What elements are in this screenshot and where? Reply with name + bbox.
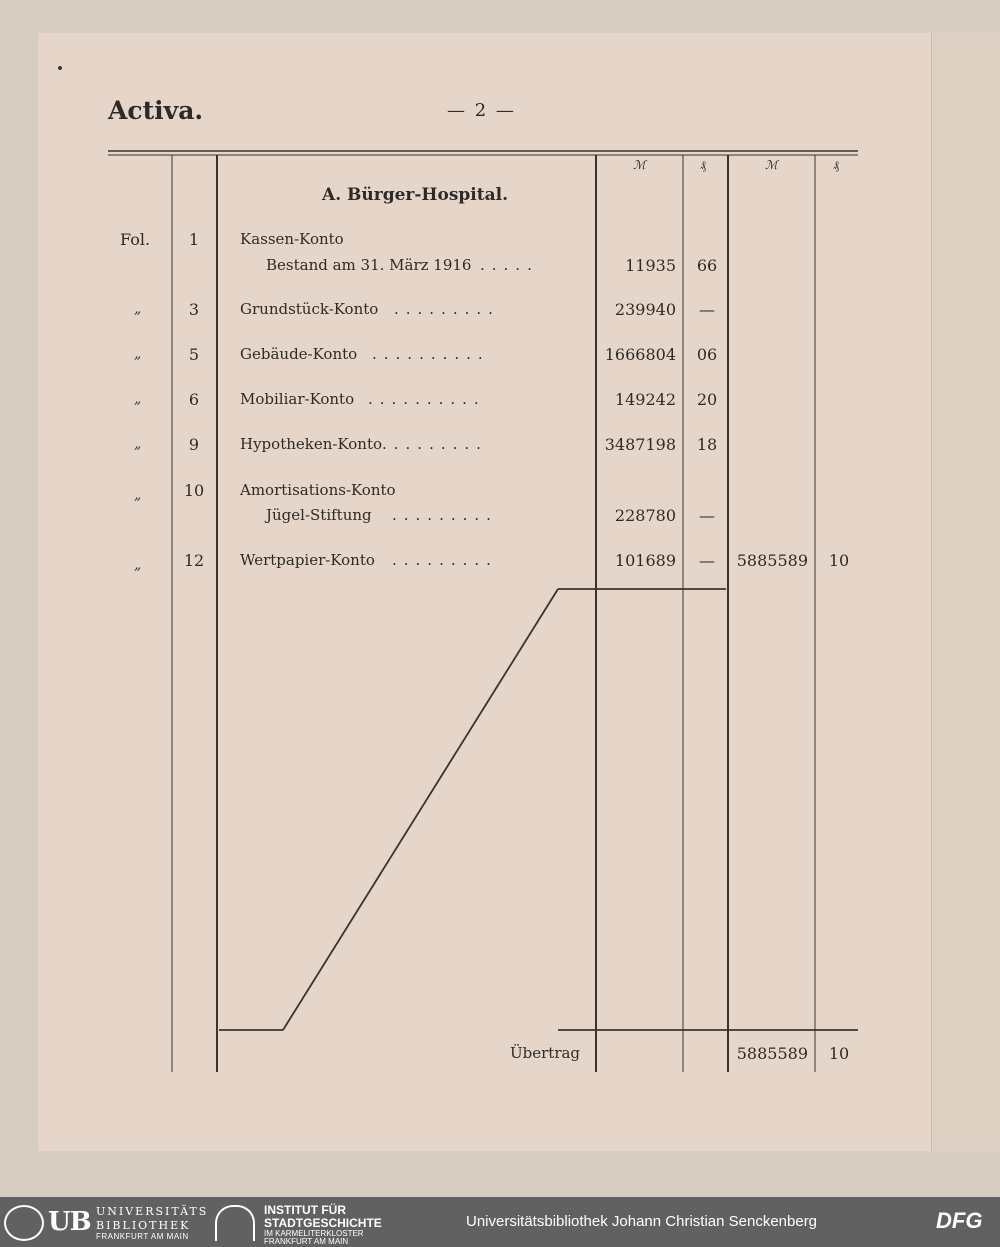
account-sublabel: Bestand am 31. März 1916 [266,256,472,274]
pfennig-cell: — [699,551,715,570]
total-pfennig-column-head: ₰ [833,158,839,172]
ub-logo-line1: UNIVERSITÄTS [96,1205,209,1218]
isg-line3: IM KARMELITERKLOSTER [264,1229,364,1238]
isg-arches-icon [215,1205,255,1241]
total-pfennig-cell: 10 [828,551,850,570]
fol-cell: „ [134,301,142,317]
total-mark-cell: 5885589 [736,551,808,570]
pfennig-cell: 20 [696,390,718,409]
leader-dots: ......... [392,551,498,569]
mark-cell: 11935 [625,256,676,275]
mark-cell: 101689 [614,551,676,570]
fol-cell: „ [134,487,142,503]
account-label: Wertpapier-Konto [240,551,375,569]
carry-pfennig-cell: 10 [828,1044,850,1063]
dfg-logo: DFG [936,1208,983,1233]
carry-mark-cell: 5885589 [736,1044,808,1063]
pfennig-column-head: ₰ [700,158,706,172]
num-cell: 9 [188,435,200,454]
account-label: Gebäude-Konto [240,345,358,363]
account-label: Mobiliar-Konto [240,390,355,408]
ub-logo-line2: BIBLIOTHEK [96,1219,191,1232]
isg-line1: INSTITUT FÜR [264,1203,346,1217]
num-cell: 12 [183,551,205,570]
pfennig-cell: 18 [696,435,718,454]
account-label: Hypotheken-Konto [240,435,383,453]
pfennig-cell: 06 [696,345,718,364]
ub-portrait-icon [4,1205,44,1241]
section-title: A. Bürger-Hospital. [322,185,508,205]
num-cell: 5 [188,345,200,364]
num-cell: 6 [188,390,200,409]
account-label: Kassen-Konto [240,230,344,248]
account-label: Grundstück-Konto [240,300,379,318]
pfennig-cell: — [699,506,715,525]
mark-cell: 1666804 [604,345,676,364]
carry-label: Übertrag [510,1044,581,1062]
ub-logo-line3: FRANKFURT AM MAIN [96,1232,189,1241]
footer-bar [0,1197,1000,1247]
account-sublabel: Jügel-Stiftung [266,506,372,524]
fol-cell: „ [134,557,142,573]
mark-cell: 228780 [614,506,676,525]
fol-cell: Fol. [120,230,151,249]
library-name: Universitätsbibliothek Johann Christian Senckenberg [466,1213,818,1230]
leader-dots: ......... [394,300,500,318]
mark-cell: 239940 [614,300,676,319]
mark-column-head: ℳ [633,158,646,172]
leader-dots: ......... [392,506,498,524]
fol-cell: „ [134,346,142,362]
num-cell: 10 [183,481,205,500]
fol-cell: „ [134,436,142,452]
page-number: — 2 — [447,100,516,121]
total-mark-column-head: ℳ [765,158,778,172]
mark-cell: 3487198 [604,435,676,454]
num-cell: 3 [188,300,200,319]
leader-dots: ..... [480,256,539,274]
leader-dots: .......... [372,345,490,363]
account-label: Amortisations-Konto [240,481,396,499]
leader-dots: ......... [382,435,488,453]
pfennig-cell: 66 [696,256,718,275]
pfennig-cell: — [699,300,715,319]
mark-cell: 149242 [614,390,676,409]
fol-cell: „ [134,391,142,407]
isg-line4: FRANKFURT AM MAIN [264,1237,349,1246]
isg-line2: STADTGESCHICHTE [264,1216,382,1230]
num-cell: 1 [188,230,200,249]
ub-logo: UB [48,1207,91,1237]
leader-dots: .......... [368,390,486,408]
page-left-title: Activa. [108,96,204,125]
